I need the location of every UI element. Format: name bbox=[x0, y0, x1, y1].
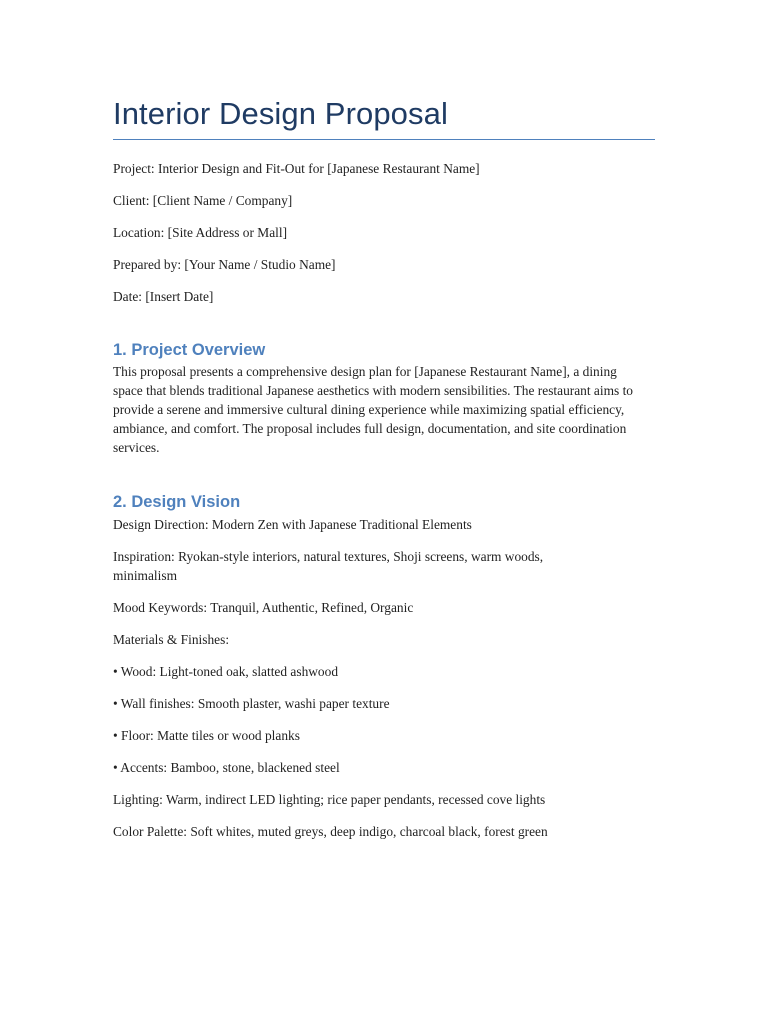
materials-item-floor: • Floor: Matte tiles or wood planks bbox=[113, 728, 300, 743]
materials-item-wood: • Wood: Light-toned oak, slatted ashwood bbox=[113, 664, 339, 679]
design-direction-line: Design Direction: Modern Zen with Japanese Traditional Elements bbox=[113, 517, 472, 532]
project-line: Project: Interior Design and Fit-Out for [Japanese Restaurant Name] bbox=[113, 161, 480, 176]
title-divider bbox=[113, 139, 655, 140]
inspiration-line: Inspiration: Ryokan-style interiors, natural textures, Shoji screens, warm woods, minimalism bbox=[113, 549, 544, 583]
location-line: Location: [Site Address or Mall] bbox=[113, 225, 288, 240]
overview-paragraph: This proposal presents a comprehensive design plan for [Japanese Restaurant Name], a dining space that blends traditional Japanese aesthetics with modern sensibilities. The restaurant aims to provide a serene and immersive cultural dining experience while maximizing spatial efficiency, ambiance, and comfort. The proposal includes full design, documentation, and site coordination services. bbox=[113, 364, 633, 455]
color-palette-line: Color Palette: Soft whites, muted greys, deep indigo, charcoal black, forest green bbox=[113, 824, 548, 839]
prepared-by-line: Prepared by: [Your Name / Studio Name] bbox=[113, 257, 336, 272]
materials-item-accents: • Accents: Bamboo, stone, blackened steel bbox=[113, 760, 340, 775]
document-page bbox=[113, 0, 656, 839]
section-heading-overview: 1. Project Overview bbox=[113, 341, 266, 359]
materials-item-wall: • Wall finishes: Smooth plaster, washi paper texture bbox=[113, 696, 390, 711]
mood-keywords-line: Mood Keywords: Tranquil, Authentic, Refined, Organic bbox=[113, 600, 414, 615]
section-heading-vision: 2. Design Vision bbox=[113, 493, 241, 511]
date-line: Date: [Insert Date] bbox=[113, 289, 214, 304]
client-line: Client: [Client Name / Company] bbox=[113, 193, 293, 208]
lighting-line: Lighting: Warm, indirect LED lighting; rice paper pendants, recessed cove lights bbox=[113, 792, 546, 807]
document-title: Interior Design Proposal bbox=[113, 96, 448, 131]
materials-label: Materials & Finishes: bbox=[113, 632, 230, 647]
